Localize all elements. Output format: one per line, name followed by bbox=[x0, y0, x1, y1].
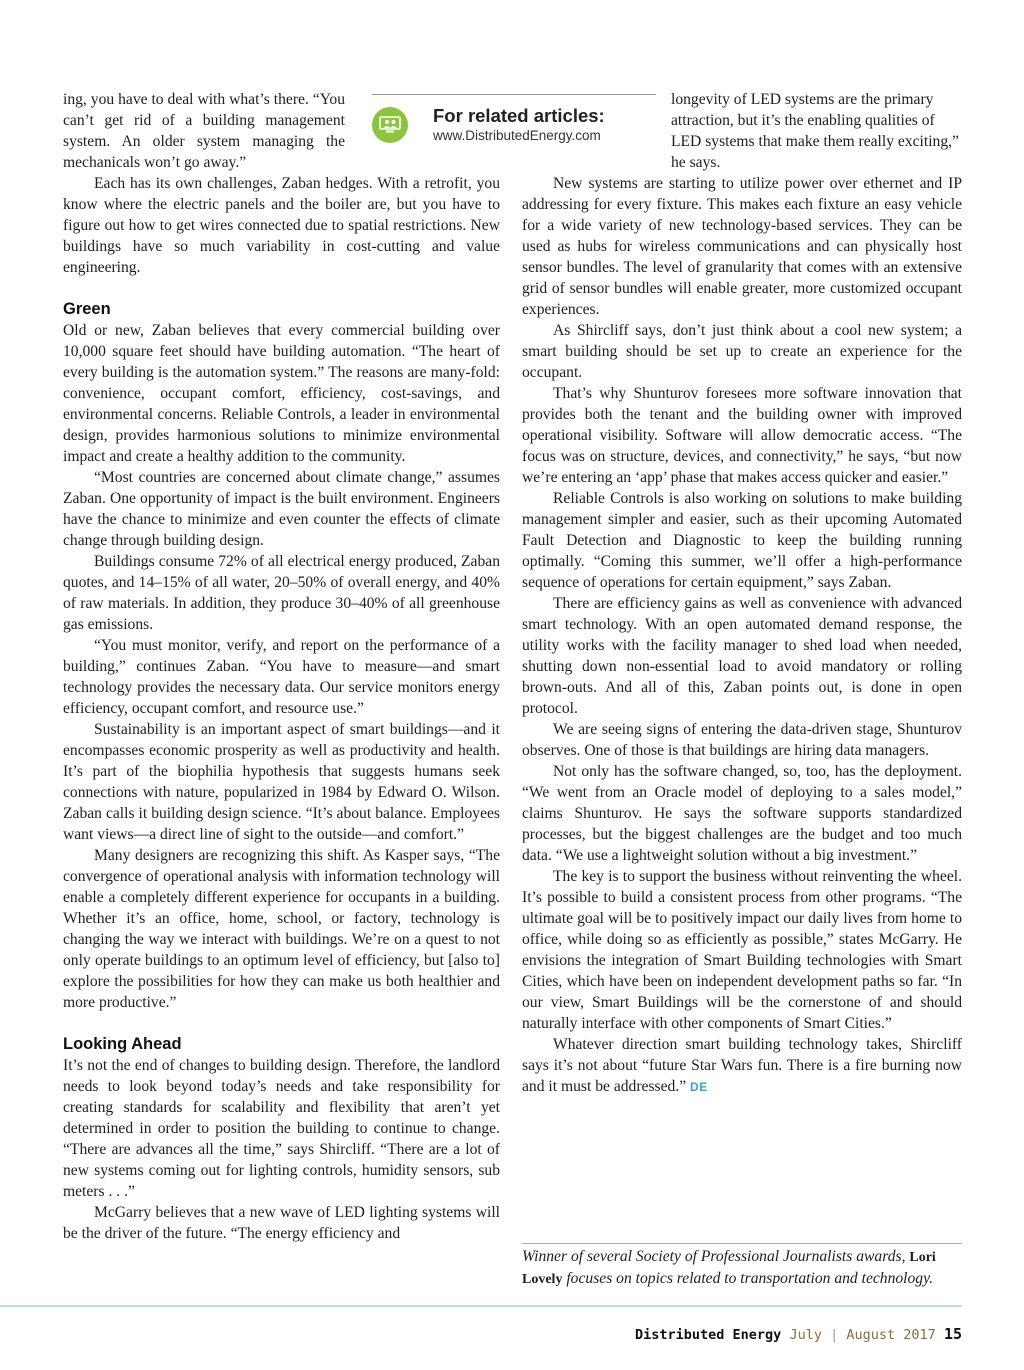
computer-users-icon bbox=[372, 107, 408, 143]
body-paragraph bbox=[63, 719, 500, 845]
paragraph-text: Reliable Controls is also working on solutions to make building management simpler and easier, such as their upcoming Automated Fault Detection and Diagnostic to keep the building running optimally. “Coming this summer, we’ll offer a high-performance sequence of operations for certain equipment,” says Zaban. bbox=[522, 490, 962, 591]
body-paragraph bbox=[63, 89, 345, 173]
page-footer bbox=[635, 1325, 962, 1343]
body-paragraph bbox=[63, 173, 500, 278]
section-heading-text: Looking Ahead bbox=[63, 1035, 182, 1053]
body-paragraph bbox=[522, 1034, 962, 1098]
body-paragraph bbox=[522, 320, 962, 383]
paragraph-text: Sustainability is an important aspect of smart buildings—and it encompasses economic prosperity as well as productivity and health. It’s part of the biophilia hypothesis that suggests humans seek connections with nature, popularized in 1984 by Edward O. Wilson. Zaban calls it building design science. “It’s about balance. Employees want views—a direct line of sight to the outside—and comfort.” bbox=[63, 721, 500, 843]
paragraph-text: Whatever direction smart building technology takes, Shircliff says it’s not about “future Star Wars fun. There is a fire burning now and it must be addressed.” bbox=[522, 1036, 962, 1095]
paragraph-text: McGarry believes that a new wave of LED lighting systems will be the driver of the future. “The energy efficiency and bbox=[63, 1204, 500, 1242]
paragraph-text: Many designers are recognizing this shift. As Kasper says, “The convergence of operational analysis with information technology will enable a completely different experience for occupants in a building. Whether it’s an office, home, school, or factory, technology is changing the way we interact with buildings. We’re on a quest to not only operate buildings to an optimum level of efficiency, but [also to] explore the possibilities for how they can make us both healthier and more productive.” bbox=[63, 847, 500, 1011]
left-column bbox=[63, 89, 500, 1244]
paragraph-text: We are seeing signs of entering the data-driven stage, Shunturov observes. One of those is that buildings are hiring data managers. bbox=[522, 721, 962, 759]
body-paragraph bbox=[63, 845, 500, 1013]
paragraph-text: As Shircliff says, don’t just think about a cool new system; a smart building should be set up to create an experience for the occupant. bbox=[522, 322, 962, 381]
body-paragraph bbox=[522, 866, 962, 1034]
paragraph-text: Old or new, Zaban believes that every commercial building over 10,000 square feet should have building automation. “The heart of every building is the automation system.” The reasons are many-fold: convenience, occupant comfort, efficiency, cost-savings, and environmental concerns. Reliable Controls, a leader in environmental design, provides harmonious solutions to minimize environmental impact and create a healthy addition to the community. bbox=[63, 322, 500, 465]
paragraph-text: “You must monitor, verify, and report on the performance of a building,” continues Zaban. “You have to measure—and smart technology provides the necessary data. Our service monitors energy efficiency, occupant comfort, and resource use.” bbox=[63, 637, 500, 717]
issue-separator: | bbox=[830, 1327, 839, 1343]
paragraph-text: It’s not the end of changes to building design. Therefore, the landlord needs to look beyond today’s needs and take responsibility for creating standards for scalability and flexibility that aren’t yet determined in order to position the building to continue to change. “There are advances all the time,” says Shircliff. “There are a lot of new systems coming out for lighting controls, humidity sensors, sub meters . . .” bbox=[63, 1057, 500, 1200]
end-of-article-mark: DE bbox=[690, 1080, 708, 1094]
body-paragraph bbox=[522, 593, 962, 719]
issue-date: August 2017 bbox=[846, 1327, 936, 1343]
magazine-name: Distributed Energy bbox=[635, 1327, 782, 1343]
paragraph-text: ing, you have to deal with what’s there. “You can’t get rid of a building management system. An older system managing the mechanicals won’t go away.” bbox=[63, 91, 345, 171]
body-paragraph bbox=[63, 320, 500, 467]
related-articles-link[interactable]: www.DistributedEnergy.com bbox=[433, 128, 601, 143]
body-paragraph bbox=[522, 488, 962, 593]
body-paragraph bbox=[522, 719, 962, 761]
paragraph-text: Buildings consume 72% of all electrical energy produced, Zaban quotes, and 14–15% of all water, 20–50% of overall energy, and 40% of raw materials. In addition, they produce 30–40% of all greenhouse gas emissions. bbox=[63, 553, 500, 633]
section-heading bbox=[63, 1034, 500, 1055]
section-heading bbox=[63, 299, 500, 320]
body-paragraph bbox=[63, 1202, 500, 1244]
footer-divider bbox=[0, 1305, 962, 1307]
body-paragraph bbox=[63, 1055, 500, 1202]
body-paragraph bbox=[63, 467, 500, 551]
paragraph-text: New systems are starting to utilize power over ethernet and IP addressing for every fixture. This makes each fixture an easy vehicle for a wide variety of new technology-based services. They can be used as hubs for wireless communications and can physically host sensor bundles. The level of granularity that comes with an extensive grid of sensor bundles will enable greater, more customized occupant experiences. bbox=[522, 175, 962, 318]
related-articles-title: For related articles: bbox=[433, 105, 605, 126]
paragraph-text: Each has its own challenges, Zaban hedges. With a retrofit, you know where the electric panels and the boiler are, but you have to figure out how to get wires connected due to spatial restrictions. New buildings have so much variability in cost-cutting and value engineering. bbox=[63, 175, 500, 276]
author-bio-topics: focuses on topics related to transportation and technology. bbox=[562, 1270, 934, 1287]
issue-month: July bbox=[789, 1327, 822, 1343]
related-articles-box[interactable] bbox=[372, 94, 656, 155]
author-bio-intro: Winner of several Society of Professional Journalists awards, bbox=[522, 1248, 910, 1265]
body-paragraph bbox=[522, 383, 962, 488]
section-heading-text: Green bbox=[63, 300, 111, 318]
body-paragraph bbox=[671, 89, 962, 173]
paragraph-text: The key is to support the business without reinventing the wheel. It’s possible to build a consistent process from other programs. “The ultimate goal will be to positively impact our daily lives from home to office, while doing so as efficiently as possible,” states McGarry. He envisions the integration of Smart Building technologies with Smart Cities, which have been on independent development paths so far. “In our view, Smart Buildings will be the cornerstone of and should naturally interface with other components of Smart Cities.” bbox=[522, 868, 962, 1032]
page-number: 15 bbox=[943, 1325, 962, 1343]
right-column bbox=[522, 89, 962, 1098]
paragraph-text: longevity of LED systems are the primary attraction, but it’s the enabling qualities of LED systems that make them really exciting,” he says. bbox=[671, 91, 959, 171]
body-paragraph bbox=[63, 635, 500, 719]
paragraph-text: That’s why Shunturov foresees more software innovation that provides both the tenant and the building owner with improved operational visibility. Software will allow democratic access. “The focus was on structure, devices, and connectivity,” he says, “but now we’re entering an ‘app’ phase that makes access quicker and easier.” bbox=[522, 385, 962, 486]
author-name: Lori Lovely bbox=[522, 1250, 936, 1287]
paragraph-text: There are efficiency gains as well as convenience with advanced smart technology. With an open automated demand response, the utility works with the facility manager to shed load when needed, shutting down non-essential load to avoid mandatory or rolling brown-outs. And all of this, Zaban points out, is done in open protocol. bbox=[522, 595, 962, 717]
body-paragraph bbox=[522, 761, 962, 866]
author-bio bbox=[522, 1243, 962, 1290]
paragraph-text: Not only has the software changed, so, too, has the deployment. “We went from an Oracle model of deploying to a sales model,” claims Shunturov. He says the software supports standardized processes, but the biggest challenges are the budget and too much data. “We use a lightweight solution without a big investment.” bbox=[522, 763, 962, 864]
body-paragraph bbox=[522, 173, 962, 320]
paragraph-text: “Most countries are concerned about climate change,” assumes Zaban. One opportunity of impact is the built environment. Engineers have the chance to minimize and even counter the effects of climate change through building design. bbox=[63, 469, 500, 549]
body-paragraph bbox=[63, 551, 500, 635]
